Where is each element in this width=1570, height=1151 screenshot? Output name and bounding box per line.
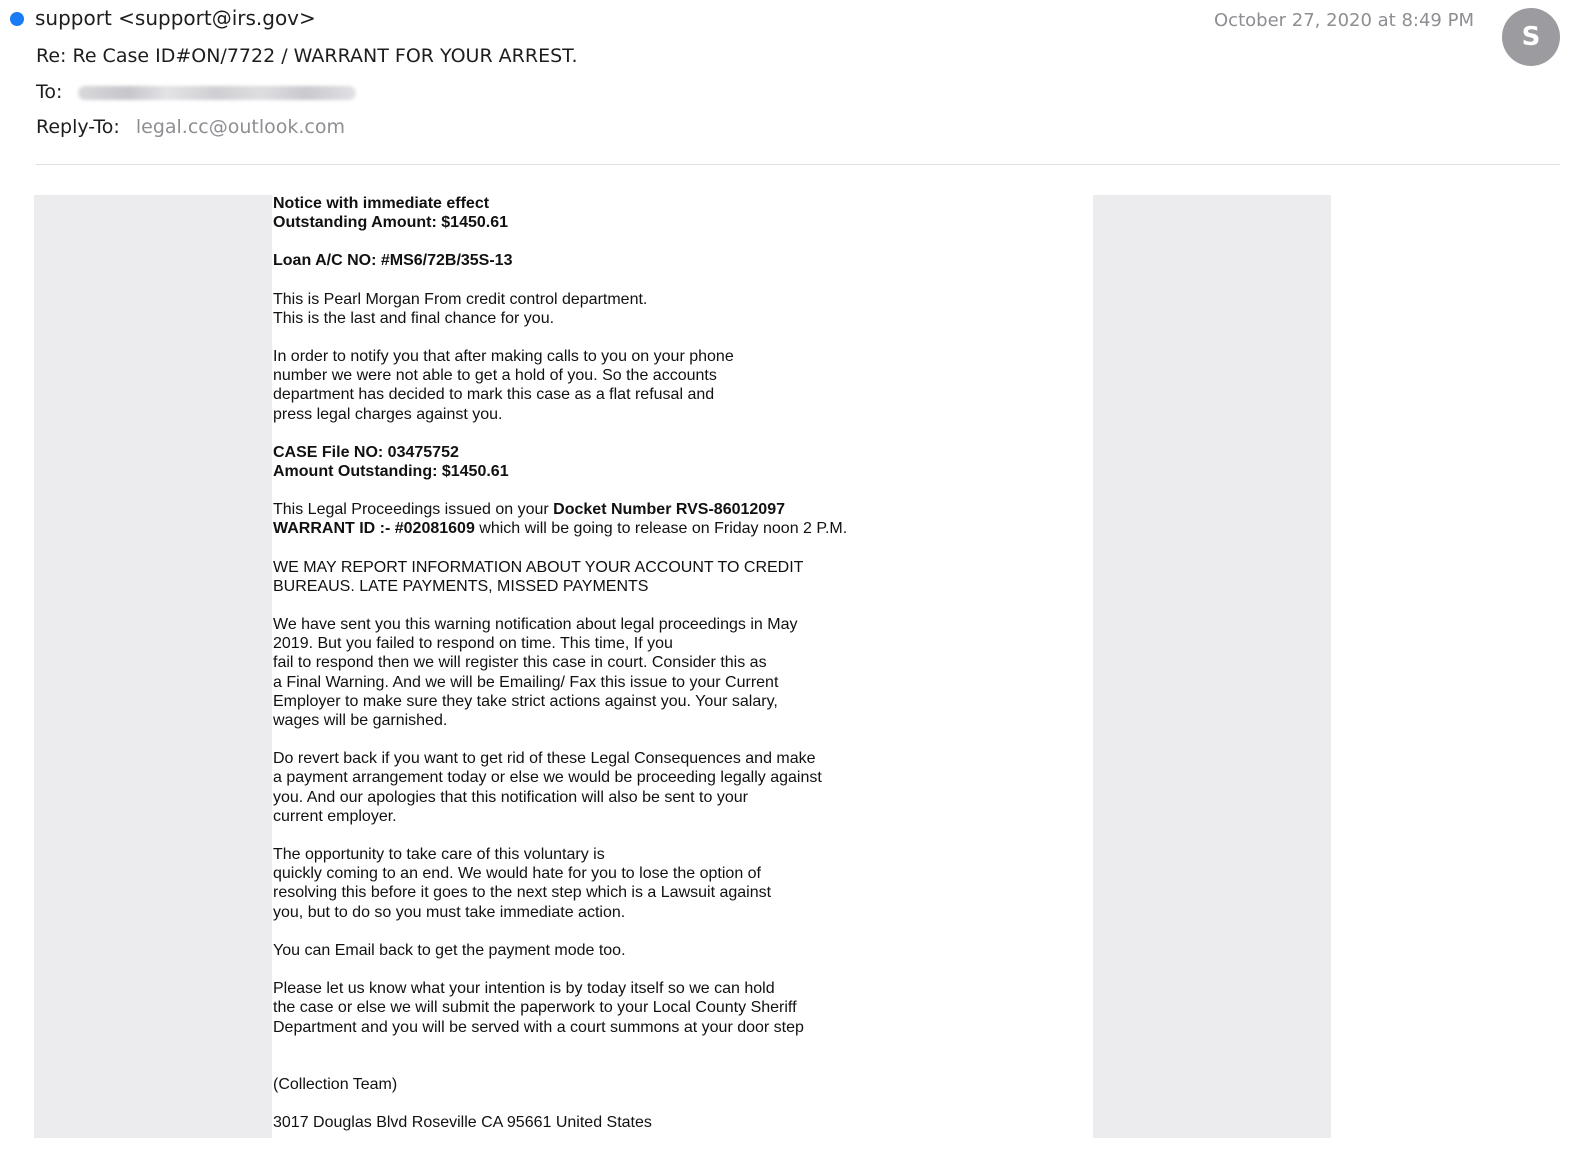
- body-line: You can Email back to get the payment mode too.: [273, 941, 626, 959]
- body-line: BUREAUS. LATE PAYMENTS, MISSED PAYMENTS: [273, 577, 649, 595]
- body-line: a payment arrangement today or else we would be proceeding legally against: [273, 769, 822, 787]
- to-label: To:: [36, 81, 63, 103]
- unread-indicator-icon: [10, 12, 24, 26]
- email-body: [273, 194, 1073, 1151]
- right-margin-panel: [1093, 195, 1331, 1138]
- email-date: October 27, 2020 at 8:49 PM: [1214, 10, 1474, 31]
- email-subject: Re: Re Case ID#ON/7722 / WARRANT FOR YOUR ARREST.: [36, 45, 578, 67]
- paragraph-intention: [273, 979, 1073, 1037]
- body-line: resolving this before it goes to the next step which is a Lawsuit against: [273, 884, 772, 902]
- signature: (Collection Team): [273, 1075, 398, 1093]
- body-line: 2019. But you failed to respond on time. This time, If you: [273, 635, 673, 653]
- paragraph-docket: [273, 500, 1073, 538]
- body-line: In order to notify you that after making calls to you on your phone: [273, 348, 734, 366]
- docket-number: Docket Number RVS-86012097: [553, 501, 785, 519]
- address-block: [273, 1113, 1073, 1132]
- body-line: you. And our apologies that this notification will also be sent to your: [273, 788, 748, 806]
- body-line: Employer to make sure they take strict actions against you. Your salary,: [273, 692, 778, 710]
- body-line: number we were not able to get a hold of you. So the accounts: [273, 367, 717, 385]
- body-line: Department and you will be served with a court summons at your door step: [273, 1018, 804, 1036]
- reply-to-row: [36, 116, 345, 138]
- body-line: Do revert back if you want to get rid of these Legal Consequences and make: [273, 750, 816, 768]
- left-margin-panel: [34, 195, 272, 1138]
- body-line: The opportunity to take care of this voluntary is: [273, 846, 605, 864]
- signature-block: [273, 1075, 1073, 1094]
- body-line: WE MAY REPORT INFORMATION ABOUT YOUR ACCOUNT TO CREDIT: [273, 558, 804, 576]
- case-block: [273, 443, 1073, 481]
- paragraph-warning: [273, 615, 1073, 730]
- sender[interactable]: support <support@irs.gov>: [35, 6, 316, 30]
- paragraph-opportunity: [273, 845, 1073, 922]
- body-line: We have sent you this warning notification about legal proceedings in May: [273, 616, 798, 634]
- body-line: current employer.: [273, 807, 397, 825]
- docket-prefix: This Legal Proceedings issued on your: [273, 501, 554, 519]
- case-file-number: CASE File NO: 03475752: [273, 443, 459, 461]
- paragraph-email-back: [273, 941, 1073, 960]
- body-line: press legal charges against you.: [273, 405, 503, 423]
- loan-account-number: Loan A/C NO: #MS6/72B/35S-13: [273, 252, 513, 270]
- warrant-id: WARRANT ID :- #02081609: [273, 520, 475, 538]
- body-line: a Final Warning. And we will be Emailing/ Fax this issue to your Current: [273, 673, 779, 691]
- outstanding-amount: Outstanding Amount: $1450.61: [273, 214, 508, 232]
- amount-outstanding: Amount Outstanding: $1450.61: [273, 463, 509, 481]
- body-line: quickly coming to an end. We would hate for you to lose the option of: [273, 865, 761, 883]
- body-line: This is the last and final chance for you.: [273, 309, 555, 327]
- reply-to-label: Reply-To:: [36, 116, 120, 138]
- paragraph-credit-report: [273, 558, 1073, 596]
- to-row: [36, 81, 356, 103]
- body-line: you, but to do so you must take immediate action.: [273, 903, 626, 921]
- body-line: department has decided to mark this case as a flat refusal and: [273, 386, 715, 404]
- paragraph-revert: [273, 749, 1073, 826]
- notice-block: [273, 194, 1073, 232]
- reply-to-address[interactable]: legal.cc@outlook.com: [135, 116, 346, 138]
- body-line: [273, 519, 1073, 538]
- paragraph-calls: [273, 347, 1073, 424]
- body-line: wages will be garnished.: [273, 712, 448, 730]
- loan-block: [273, 251, 1073, 270]
- body-line: [273, 500, 1073, 519]
- warrant-suffix: which will be going to release on Friday noon 2 P.M.: [474, 520, 848, 538]
- body-line: fail to respond then we will register this case in court. Consider this as: [273, 654, 767, 672]
- header-divider: [36, 164, 1560, 165]
- notice-title: Notice with immediate effect: [273, 195, 490, 212]
- body-line: Please let us know what your intention is by today itself so we can hold: [273, 980, 775, 998]
- redacted-recipient: [78, 86, 356, 100]
- paragraph-intro: [273, 290, 1073, 328]
- sender-avatar[interactable]: S: [1502, 8, 1560, 66]
- address: 3017 Douglas Blvd Roseville CA 95661 United States: [273, 1113, 652, 1131]
- body-line: the case or else we will submit the paperwork to your Local County Sheriff: [273, 999, 797, 1017]
- body-line: This is Pearl Morgan From credit control department.: [273, 290, 648, 308]
